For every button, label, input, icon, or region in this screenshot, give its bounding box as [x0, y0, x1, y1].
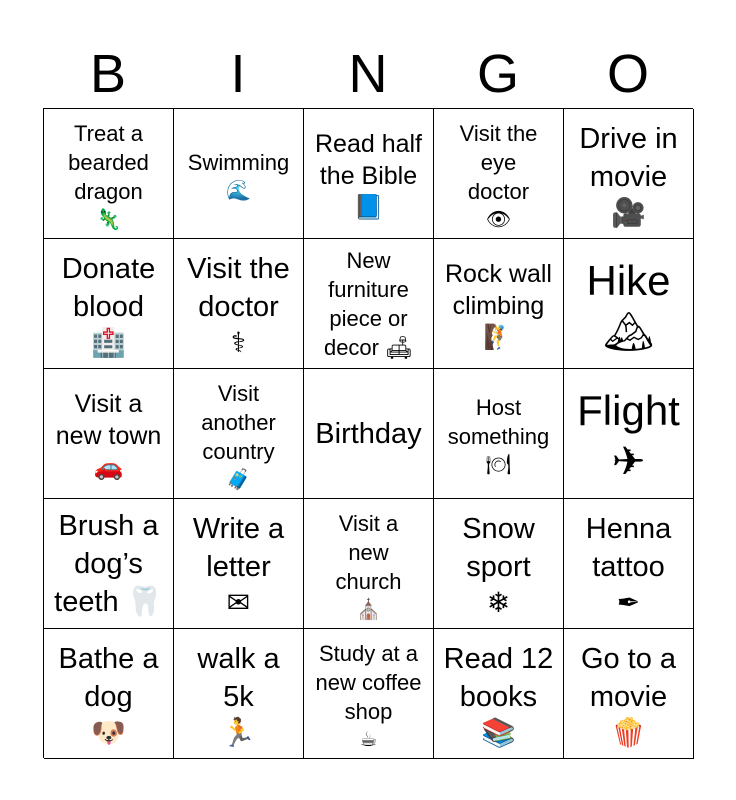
airplane-icon: ✈ — [611, 438, 646, 485]
bingo-cell[interactable] — [564, 369, 694, 499]
bingo-cell[interactable] — [304, 629, 434, 759]
snowflake-icon: ❄ — [486, 586, 511, 619]
wave-icon: 🌊 — [226, 177, 251, 202]
plate-icon: 🍽 — [485, 452, 512, 476]
cell-label: Bathe a dog — [58, 643, 159, 713]
eye-icon: 👁 — [485, 206, 512, 231]
cell-label: Rock wall climbing — [445, 260, 552, 320]
bingo-cell[interactable] — [434, 369, 564, 499]
cell-label: Hike — [586, 256, 671, 304]
bingo-cell[interactable] — [44, 629, 174, 759]
bingo-cell[interactable] — [44, 239, 174, 369]
books-icon: 📚 — [481, 716, 516, 749]
bingo-cell[interactable] — [434, 629, 564, 759]
envelope-icon: ✉ — [226, 586, 251, 619]
movie-camera-icon: 🎥 — [611, 196, 646, 229]
climber-icon: 🧗 — [483, 323, 514, 351]
mountain-icon: 🏔 — [603, 308, 654, 355]
cell-label: Read half the Bible — [314, 130, 423, 190]
cell-label: Henna tattoo — [585, 513, 672, 583]
bingo-cell[interactable] — [304, 109, 434, 239]
cell-label: Visit another country — [201, 380, 276, 464]
bingo-cell[interactable] — [174, 369, 304, 499]
bingo-cell[interactable] — [174, 499, 304, 629]
bingo-cell[interactable] — [564, 239, 694, 369]
cell-label: Donate blood — [61, 253, 156, 323]
cell-label: Visit a new town — [55, 390, 162, 450]
bingo-cell[interactable] — [174, 629, 304, 759]
cell-label: Go to a movie — [580, 643, 677, 713]
header-letter-b: B — [89, 44, 127, 104]
coffee-icon: ☕ — [359, 726, 378, 751]
cell-label: Drive in movie — [579, 123, 678, 193]
cell-label: walk a 5k — [197, 643, 280, 713]
bingo-cell-free[interactable] — [304, 369, 434, 499]
bingo-cell[interactable] — [44, 369, 174, 499]
cell-label: Read 12 books — [443, 643, 554, 713]
dog-face-icon: 🐶 — [91, 716, 126, 749]
cell-label: Visit the doctor — [187, 253, 290, 323]
cell-label: Visit a new church — [335, 510, 402, 594]
cell-label: Swimming — [187, 149, 290, 175]
bingo-cell[interactable] — [304, 239, 434, 369]
bingo-grid — [43, 108, 693, 758]
bingo-cell[interactable] — [434, 239, 564, 369]
bingo-cell[interactable] — [44, 109, 174, 239]
bingo-cell[interactable] — [564, 109, 694, 239]
header-letter-n: N — [348, 44, 388, 104]
cell-label: Study at a new coffee shop — [315, 640, 422, 724]
cell-label: New furniture piece or decor 🛋 — [323, 247, 414, 360]
cell-label: Treat a bearded dragon — [68, 120, 149, 204]
bingo-cell[interactable] — [564, 629, 694, 759]
cell-label: Host something — [447, 395, 550, 449]
cell-label: Snow sport — [462, 513, 535, 583]
runner-icon: 🏃 — [221, 716, 256, 749]
bingo-cell[interactable] — [434, 109, 564, 239]
bingo-header — [43, 40, 693, 108]
lizard-icon: 🦎 — [96, 206, 121, 231]
cell-label: Birthday — [315, 417, 422, 450]
bingo-cell[interactable] — [174, 109, 304, 239]
blue-book-icon: 📘 — [353, 193, 384, 221]
cell-label: Write a letter — [192, 513, 285, 583]
header-letter-i: I — [230, 44, 246, 104]
hospital-icon: 🏥 — [91, 326, 126, 359]
header-letter-g: G — [476, 44, 519, 104]
header-letter-o: O — [606, 44, 649, 104]
pen-icon: ✒ — [616, 586, 641, 619]
church-icon: ⛪ — [356, 596, 381, 621]
cell-label: Flight — [577, 386, 680, 434]
medical-symbol-icon: ⚕ — [230, 326, 247, 359]
luggage-icon: 🧳 — [226, 466, 251, 491]
bingo-cell[interactable] — [44, 499, 174, 629]
bingo-cell[interactable] — [564, 499, 694, 629]
bingo-cell[interactable] — [304, 499, 434, 629]
car-icon: 🚗 — [93, 453, 124, 481]
popcorn-icon: 🍿 — [611, 716, 646, 749]
cell-label: Brush a dog’s teeth 🦷 — [54, 509, 163, 618]
bingo-cell[interactable] — [174, 239, 304, 369]
cell-label: Visit the eye doctor — [459, 120, 538, 204]
bingo-cell[interactable] — [434, 499, 564, 629]
